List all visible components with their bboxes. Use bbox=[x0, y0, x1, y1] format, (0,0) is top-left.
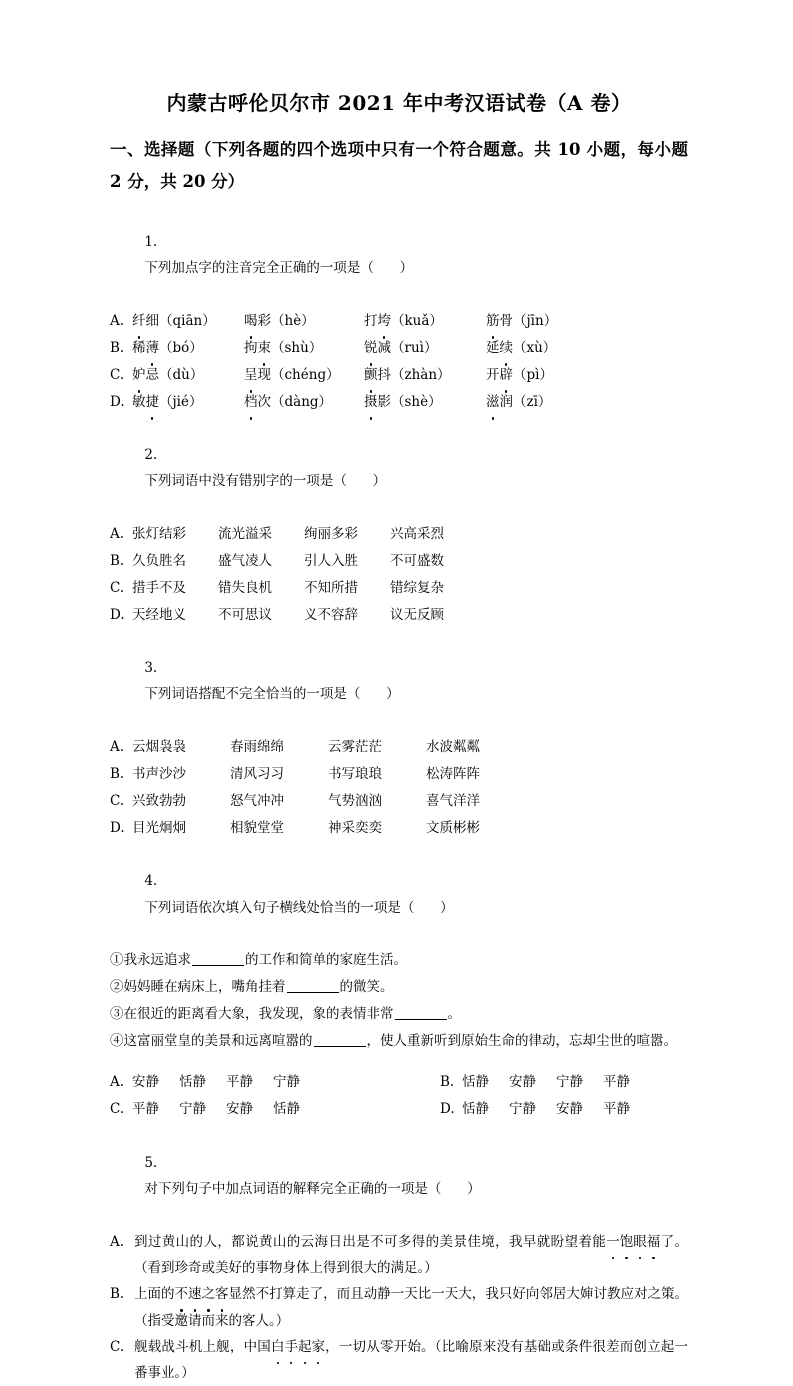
answer-blank[interactable] bbox=[192, 965, 244, 966]
option-word: 宁静 bbox=[273, 1074, 300, 1091]
question-2-option-a[interactable] bbox=[110, 521, 688, 548]
option-letter: B. bbox=[110, 766, 125, 783]
option-cell: 气势汹汹 bbox=[328, 793, 382, 810]
option-cell: 盛气凌人 bbox=[218, 552, 272, 569]
option-cell: 颤抖（zhàn） bbox=[364, 362, 486, 389]
question-3-text: 下列词语搭配不完全恰当的一项是（ ） bbox=[144, 686, 400, 703]
option-cell: 打垮（kuǎ） bbox=[364, 308, 486, 335]
section-heading: 一、选择题（下列各题的四个选项中只有一个符合题意。共 10 小题，每小题 2 分，共 20 分） bbox=[110, 140, 688, 192]
question-5-option-a[interactable] bbox=[110, 1229, 688, 1282]
option-cell: 错失良机 bbox=[218, 579, 272, 596]
question-2-number: 2. bbox=[144, 446, 158, 463]
option-word: 恬静 bbox=[179, 1074, 206, 1091]
question-4-sentence-2 bbox=[110, 974, 688, 1001]
question-3 bbox=[110, 629, 688, 842]
option-word: 安静 bbox=[556, 1101, 583, 1118]
option-cell: 目光炯炯 bbox=[132, 820, 186, 837]
option-word: 安静 bbox=[226, 1101, 253, 1118]
question-4-sentence-4 bbox=[110, 1028, 688, 1055]
option-letter: C. bbox=[110, 1101, 125, 1118]
sentence-marker: ② bbox=[110, 979, 124, 996]
option-body: 舰载战斗机上舰，中国白手起家，一切从零开始。（比喻原来没有基础或条件很差而创立起一番事业。） bbox=[134, 1334, 688, 1386]
option-cell: 滋润（zī） bbox=[486, 389, 606, 416]
question-1-stem bbox=[110, 202, 688, 307]
option-letter: C. bbox=[110, 793, 125, 810]
option-word: 平静 bbox=[603, 1074, 630, 1091]
option-cell: 延续（xù） bbox=[486, 335, 606, 362]
option-cell: 敏捷（jié） bbox=[132, 389, 244, 416]
option-cell: 议无反顾 bbox=[390, 606, 444, 623]
option-letter: B. bbox=[440, 1074, 455, 1091]
sentence-marker: ① bbox=[110, 952, 124, 969]
option-word: 宁静 bbox=[556, 1074, 583, 1091]
sentence-before: 在很近的距离看大象，我发现，象的表情非常 bbox=[123, 1006, 394, 1023]
option-cell: 喝彩（hè） bbox=[244, 308, 364, 335]
option-cell: 云烟袅袅 bbox=[132, 739, 186, 756]
option-word: 平静 bbox=[603, 1101, 630, 1118]
question-4-option-b[interactable] bbox=[440, 1069, 650, 1096]
option-letter: D. bbox=[440, 1101, 455, 1118]
option-letter: A. bbox=[110, 312, 125, 329]
option-cell: 文质彬彬 bbox=[426, 820, 480, 837]
option-letter: C. bbox=[110, 579, 125, 596]
question-2-stem bbox=[110, 416, 688, 521]
question-1-text: 下列加点字的注音完全正确的一项是（ ） bbox=[144, 259, 414, 276]
option-letter: D. bbox=[110, 393, 125, 410]
question-3-stem bbox=[110, 629, 688, 734]
question-3-number: 3. bbox=[144, 660, 158, 677]
question-2-text: 下列词语中没有错别字的一项是（ ） bbox=[144, 473, 387, 490]
option-cell: 档次（dàng） bbox=[244, 389, 364, 416]
option-letter: B. bbox=[110, 1286, 125, 1303]
question-5 bbox=[110, 1123, 688, 1386]
question-1-option-d[interactable] bbox=[110, 389, 688, 416]
option-letter: C. bbox=[110, 1338, 125, 1355]
question-3-option-c[interactable] bbox=[110, 788, 688, 815]
question-1-option-a[interactable] bbox=[110, 308, 688, 335]
question-3-option-b[interactable] bbox=[110, 761, 688, 788]
emphasized-phrase: 白手起家 bbox=[271, 1334, 325, 1360]
option-word: 安静 bbox=[132, 1074, 159, 1091]
option-letter: D. bbox=[110, 606, 125, 623]
option-cell: 张灯结彩 bbox=[132, 525, 186, 542]
option-cell: 拘束（shù） bbox=[244, 335, 364, 362]
option-letter: A. bbox=[110, 1074, 125, 1091]
option-body: 到过黄山的人，都说黄山的云海日出是不可多得的美景佳境，我早就盼望着能一饱眼福了。（看到珍奇或美好的事物身体上得到很大的满足。） bbox=[134, 1229, 688, 1282]
option-cell: 流光溢采 bbox=[218, 525, 272, 542]
question-1-option-b[interactable] bbox=[110, 335, 688, 362]
sentence-before: 这富丽堂皇的美景和远离喧嚣的 bbox=[123, 1033, 313, 1050]
option-cell: 摄影（shè） bbox=[364, 389, 486, 416]
option-letter: B. bbox=[110, 339, 125, 356]
question-3-option-a[interactable] bbox=[110, 734, 688, 761]
option-cell: 义不容辞 bbox=[304, 606, 358, 623]
question-4-text: 下列词语依次填入句子横线处恰当的一项是（ ） bbox=[144, 899, 454, 916]
option-cell: 妒忌（dù） bbox=[132, 362, 244, 389]
option-cell: 相貌堂堂 bbox=[230, 820, 284, 837]
answer-blank[interactable] bbox=[314, 1046, 366, 1047]
option-cell: 春雨绵绵 bbox=[230, 739, 284, 756]
sentence-after: ，使人重新听到原始生命的律动，忘却尘世的喧嚣。 bbox=[366, 1033, 677, 1050]
option-cell: 怒气冲冲 bbox=[230, 793, 284, 810]
question-2-option-c[interactable] bbox=[110, 575, 688, 602]
option-cell: 纤细（qiān） bbox=[132, 308, 244, 335]
option-cell: 久负胜名 bbox=[132, 552, 186, 569]
option-cell: 呈现（chéng） bbox=[244, 362, 364, 389]
question-2-option-d[interactable] bbox=[110, 602, 688, 629]
option-word: 安静 bbox=[509, 1074, 536, 1091]
option-word: 平静 bbox=[226, 1074, 253, 1091]
sentence-before: 我永远追求 bbox=[123, 952, 191, 969]
question-4-number: 4. bbox=[144, 873, 158, 890]
question-1 bbox=[110, 202, 688, 415]
question-4 bbox=[110, 842, 688, 1123]
option-body: 上面的不速之客显然不打算走了，而且动静一天比一天大，我只好向邻居大婶讨教应对之策。（指受邀请而来的客人。） bbox=[134, 1281, 688, 1334]
option-letter: D. bbox=[110, 820, 125, 837]
option-cell: 水波粼粼 bbox=[426, 739, 480, 756]
option-cell: 措手不及 bbox=[132, 579, 186, 596]
option-cell: 锐减（ruì） bbox=[364, 335, 486, 362]
option-cell: 书声沙沙 bbox=[132, 766, 186, 783]
question-4-option-c[interactable] bbox=[110, 1096, 440, 1123]
sentence-after: 的微笑。 bbox=[339, 979, 394, 996]
question-5-number: 5. bbox=[144, 1154, 158, 1171]
option-cell: 兴高采烈 bbox=[390, 525, 444, 542]
question-5-option-b[interactable] bbox=[110, 1281, 688, 1334]
option-cell: 不可思议 bbox=[218, 606, 272, 623]
sentence-marker: ③ bbox=[110, 1006, 124, 1023]
option-word: 宁静 bbox=[179, 1101, 206, 1118]
option-word: 恬静 bbox=[462, 1101, 489, 1118]
question-5-option-c[interactable] bbox=[110, 1334, 688, 1386]
option-letter: A. bbox=[110, 525, 125, 542]
sentence-before: 妈妈睡在病床上，嘴角挂着 bbox=[123, 979, 286, 996]
sentence-after: 。 bbox=[447, 1006, 461, 1023]
option-cell: 绚丽多彩 bbox=[304, 525, 358, 542]
question-5-stem bbox=[110, 1123, 688, 1228]
answer-blank[interactable] bbox=[395, 1019, 447, 1020]
option-word: 宁静 bbox=[509, 1101, 536, 1118]
question-4-options bbox=[110, 1069, 688, 1123]
sentence-marker: ④ bbox=[110, 1033, 124, 1050]
question-4-option-d[interactable] bbox=[440, 1096, 650, 1123]
question-1-option-c[interactable] bbox=[110, 362, 688, 389]
option-cell: 松涛阵阵 bbox=[426, 766, 480, 783]
option-letter: B. bbox=[110, 552, 125, 569]
question-1-number: 1. bbox=[144, 233, 158, 250]
emphasized-phrase: 不速之客 bbox=[175, 1281, 229, 1307]
option-cell: 不知所措 bbox=[304, 579, 358, 596]
question-2 bbox=[110, 416, 688, 629]
answer-blank[interactable] bbox=[287, 992, 339, 993]
option-word: 恬静 bbox=[462, 1074, 489, 1091]
option-word: 恬静 bbox=[273, 1101, 300, 1118]
option-cell: 筋骨（jīn） bbox=[486, 308, 606, 335]
question-5-text: 对下列句子中加点词语的解释完全正确的一项是（ ） bbox=[144, 1180, 481, 1197]
question-4-sentence-1 bbox=[110, 947, 688, 974]
option-cell: 兴致勃勃 bbox=[132, 793, 186, 810]
option-letter: A. bbox=[110, 1233, 125, 1250]
option-cell: 引人入胜 bbox=[304, 552, 358, 569]
question-3-option-d[interactable] bbox=[110, 815, 688, 842]
question-2-option-b[interactable] bbox=[110, 548, 688, 575]
option-cell: 清风习习 bbox=[230, 766, 284, 783]
question-4-stem bbox=[110, 842, 688, 947]
option-cell: 云雾茫茫 bbox=[328, 739, 382, 756]
page-title: 内蒙古呼伦贝尔市 2021 年中考汉语试卷（A 卷） bbox=[166, 91, 632, 115]
sentence-after: 的工作和简单的家庭生活。 bbox=[245, 952, 407, 969]
option-cell: 书写琅琅 bbox=[328, 766, 382, 783]
option-cell: 错综复杂 bbox=[390, 579, 444, 596]
option-cell: 天经地义 bbox=[132, 606, 186, 623]
option-cell: 稀薄（bó） bbox=[132, 335, 244, 362]
option-cell: 开辟（pì） bbox=[486, 362, 606, 389]
option-letter: A. bbox=[110, 739, 125, 756]
option-cell: 神采奕奕 bbox=[328, 820, 382, 837]
option-cell: 喜气洋洋 bbox=[426, 793, 480, 810]
option-cell: 不可盛数 bbox=[390, 552, 444, 569]
option-letter: C. bbox=[110, 366, 125, 383]
option-word: 平静 bbox=[132, 1101, 159, 1118]
page-content bbox=[110, 88, 688, 1386]
question-4-sentence-3 bbox=[110, 1001, 688, 1028]
question-4-option-a[interactable] bbox=[110, 1069, 440, 1096]
emphasized-phrase: 一饱眼福 bbox=[606, 1229, 660, 1255]
